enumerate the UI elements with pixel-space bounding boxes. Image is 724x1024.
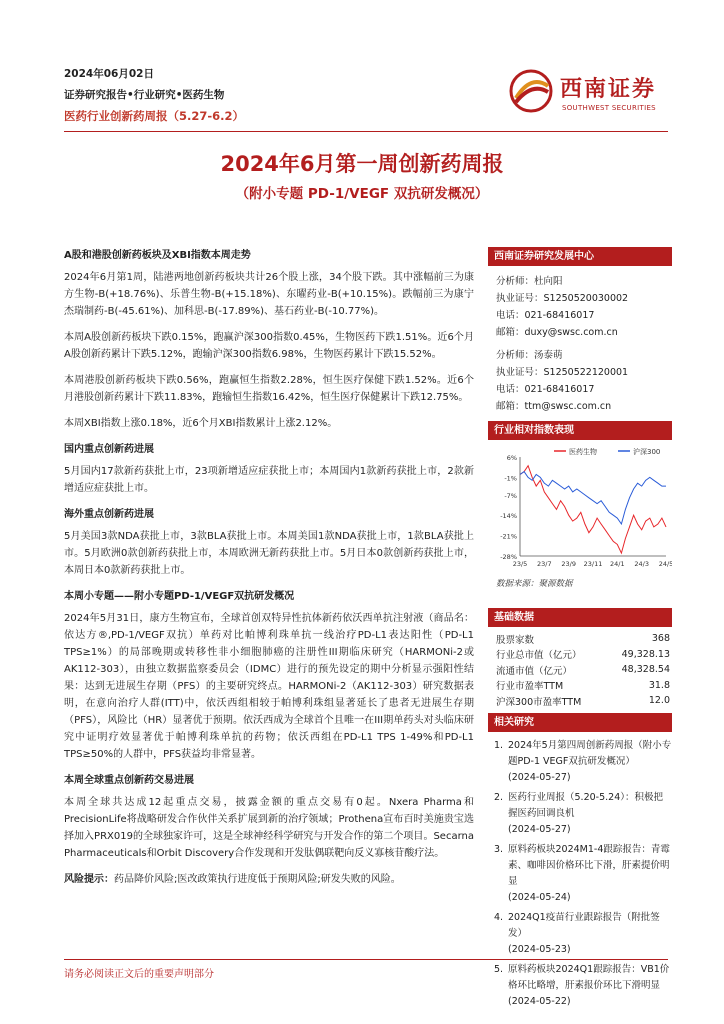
- logo-cn-text: 西南证券: [560, 76, 657, 102]
- paragraph: 本周全球共达成12起重点交易，披露金额的重点交易有0起。Nxera Pharma和PrecisionLife将战略研发合作伙伴关系扩展到新的治疗领域；Prothena宣布百时美施贵宝选择加入PRX019的全球独家许可，这是全球神经科学研究与开发合作的第二个项目。Secarna Pharmaceuticals和Orbit Discovery合作发现和开发肽偶联靶向反义寡核苷酸疗法。: [64, 797, 474, 859]
- y-tick-label: 6%: [506, 454, 517, 462]
- x-tick-label: 24/3: [634, 560, 649, 568]
- basic-data-label: 股票家数: [496, 634, 535, 646]
- paragraph: 5月国内17款新药获批上市，23项新增适应症获批上市；本周国内1款新药获批上市，2款新增适应症获批上市。: [64, 466, 474, 494]
- report-name: 医药行业创新药周报（5.27-6.2）: [64, 109, 245, 123]
- section-heading: A股和港股创新药板块及XBI指数本周走势: [64, 250, 251, 261]
- risk-text: 药品降价风险;医改政策执行进度低于预期风险;研发失败的风险。: [114, 874, 401, 885]
- table-row: [488, 662, 672, 678]
- index-panel: [488, 421, 672, 440]
- basic-data-label: 流通市值（亿元）: [496, 665, 573, 677]
- related-title: 医药行业周报（5.20-5.24）：积极把握医药回调良机 (2024-05-27): [508, 790, 672, 838]
- x-tick-label: 23/5: [512, 560, 528, 568]
- research-center-heading: 西南证券研究发展中心: [488, 247, 672, 266]
- x-tick-label: 23/9: [561, 560, 576, 568]
- paragraph: 本周港股创新药板块下跌0.56%，跑赢恒生指数2.28%，恒生医疗保健下跌1.52%。近6个月港股创新药累计下跌11.83%，跑输恒生指数16.42%，恒生医疗保健累计下跌12.75%。: [64, 375, 474, 403]
- basic-data-value: 12.0: [648, 695, 670, 707]
- related-title: 原料药板块2024Q1跟踪报告：VB1价格环比略增，肝素报价环比下滑明显 (2024-05-22): [508, 962, 672, 1010]
- related-number: 3.: [494, 844, 504, 855]
- table-row: [488, 678, 672, 694]
- related-date: (2024-05-23): [508, 944, 571, 955]
- basic-data-value: 49,328.13: [621, 648, 670, 660]
- table-row: [488, 631, 672, 647]
- related-date: (2024-05-22): [508, 996, 571, 1007]
- y-tick-label: -1%: [504, 474, 517, 483]
- paragraph: 2024年6月第1周，陆港两地创新药板块共计26个股上涨，34个股下跌。其中涨幅前三为康方生物-B(+18.76%)、乐普生物-B(+15.18%)、东曜药业-B(+10.15%)。跌幅前三为康宁杰瑞制药-B(-45.61%)、加科思-B(-17.89%)、基石药业-B(-10.77%)。: [64, 272, 474, 317]
- series-line: [520, 466, 666, 553]
- table-row: [488, 647, 672, 663]
- x-tick-label: 23/11: [583, 560, 603, 568]
- related-research-panel: [488, 713, 672, 1014]
- section-heading: 海外重点创新药进展: [64, 509, 154, 520]
- analyst-card: [488, 341, 672, 415]
- logo-en-text: SOUTHWEST SECURITIES: [562, 104, 656, 112]
- logo-mark-icon: [508, 68, 554, 114]
- analyst-email[interactable]: 邮箱：ttm@swsc.com.cn: [496, 401, 612, 412]
- y-tick-label: -21%: [500, 532, 517, 541]
- table-row: [488, 693, 672, 709]
- paragraph: 2024年5月31日，康方生物宣布，全球首创双特异性抗体新药依沃西单抗注射液（商品名：依达方®,PD-1/VEGF双抗）单药对比帕博利珠单抗一线治疗PD-L1表达阳性（PD-L1 TPS≥1%）的局部晚期或转移性非小细胞肺癌的注册性III期临床研究（HARMONi-2或AK112-303），由独立数据监察委员会（IDMC）进行的预先设定的期中分析显示强阳性结果：达到无进展生存期（PFS）的主要研究终点。HARMONi-2（AK112-303）研究数据表明，在意向治疗人群(ITT)中，依沃西组相较于帕博利珠组显著延长了患者无进展生存期（PFS），风险比（HR）显著优于预期。依沃西成为全球首个且唯一在III期单药头对头临床研究中证明疗效显著优于帕博利珠单抗的药物；依沃西组在PD-L1 TPS 1-49%和PD-L1 TPS≥50%的人群中，PFS获益均非常显著。: [64, 613, 474, 760]
- report-date: 2024年06月02日: [64, 68, 154, 80]
- analyst-name: 分析师：汤泰萌: [496, 350, 563, 361]
- y-tick-label: -28%: [500, 553, 517, 561]
- analyst-name: 分析师：杜向阳: [496, 276, 563, 287]
- related-number: 4.: [494, 912, 504, 923]
- related-number: 5.: [494, 964, 504, 975]
- main-content: [64, 247, 474, 888]
- related-number: 2.: [494, 792, 504, 803]
- basic-data-value: 48,328.54: [621, 664, 670, 676]
- list-item[interactable]: [494, 962, 672, 1010]
- analyst-phone: 电话：021-68416017: [496, 310, 595, 321]
- company-logo: [508, 66, 708, 122]
- list-item[interactable]: [494, 910, 672, 958]
- related-research-list: [488, 732, 672, 1010]
- list-item[interactable]: [494, 738, 672, 786]
- y-tick-label: -14%: [500, 512, 517, 521]
- y-tick-label: -7%: [504, 491, 517, 500]
- paragraph: 本周A股创新药板块下跌0.15%，跑赢沪深300指数0.45%，生物医药下跌1.51%。近6个月A股创新药累计下跌5.12%，跑输沪深300指数6.98%，生物医药累计下跌15.52%。: [64, 332, 474, 360]
- related-date: (2024-05-27): [508, 772, 571, 783]
- legend-label: 医药生物: [569, 448, 597, 456]
- section-heading: 本周小专题——附小专题PD-1/VEGF双抗研发概况: [64, 591, 295, 602]
- section-heading: 本周全球重点创新药交易进展: [64, 775, 194, 786]
- page-title: 2024年6月第一周创新药周报: [220, 152, 504, 176]
- index-heading: 行业相对指数表现: [488, 421, 672, 440]
- basic-data-heading: 基础数据: [488, 608, 672, 627]
- x-tick-label: 24/1: [610, 560, 625, 568]
- paragraph: 5月美国3款NDA获批上市，3款BLA获批上市。本周美国1款NDA获批上市，1款BLA获批上市。5月欧洲0款创新药获批上市，本周欧洲无新药获批上市。5月日本0款创新药获批上市，本周日本0款新药获批上市。: [64, 531, 474, 576]
- paragraph: 本周XBI指数上涨0.18%，近6个月XBI指数累计上涨2.12%。: [64, 418, 338, 429]
- analyst-email[interactable]: 邮箱：duxy@swsc.com.cn: [496, 327, 618, 338]
- footer-disclaimer[interactable]: 请务必阅读正文后的重要声明部分: [64, 969, 214, 980]
- header-divider: [64, 131, 668, 132]
- basic-data-label: 行业总市值（亿元）: [496, 650, 582, 662]
- section-heading: 国内重点创新药进展: [64, 444, 154, 455]
- related-date: (2024-05-24): [508, 892, 571, 903]
- basic-data-value: 368: [651, 633, 670, 645]
- related-title: 2024年5月第四周创新药周报（附小专题PD-1 VEGF双抗研发概况） (2024-05-27): [508, 738, 672, 786]
- list-item[interactable]: [494, 790, 672, 838]
- legend-label: 沪深300: [633, 448, 661, 456]
- index-chart: [488, 443, 672, 593]
- footer-divider: [64, 959, 668, 960]
- chart-source: 数据来源：聚源数据: [496, 579, 573, 589]
- basic-data-panel: [488, 608, 672, 709]
- list-item[interactable]: [494, 842, 672, 906]
- analyst-cert: 执业证号：S1250520030002: [496, 293, 629, 304]
- analyst-panel: [488, 247, 672, 415]
- index-chart-svg: [488, 443, 672, 577]
- related-date: (2024-05-27): [508, 824, 571, 835]
- risk-notice: [64, 871, 474, 888]
- analyst-card: [488, 266, 672, 341]
- basic-data-label: 行业市盈率TTM: [496, 681, 564, 693]
- series-line: [520, 472, 666, 524]
- x-tick-label: 24/5: [658, 560, 672, 568]
- related-research-heading: 相关研究: [488, 713, 672, 732]
- page-subtitle: （附小专题 PD-1/VEGF 双抗研发概况）: [235, 186, 489, 202]
- related-title: 2024Q1疫苗行业跟踪报告（附批签发） (2024-05-23): [508, 910, 672, 958]
- basic-data-value: 31.8: [648, 679, 670, 691]
- basic-data-label: 沪深300市盈率TTM: [496, 696, 582, 708]
- report-category: 证券研究报告•行业研究•医药生物: [64, 89, 225, 101]
- report-header: [64, 66, 244, 124]
- analyst-cert: 执业证号：S1250522120001: [496, 367, 629, 378]
- basic-data-table: [488, 631, 672, 709]
- related-number: 1.: [494, 740, 504, 751]
- related-title: 原料药板块2024M1-4跟踪报告：青霉素、咖啡因价格环比下滑，肝素提价明显 (2024-05-24): [508, 842, 672, 906]
- analyst-phone: 电话：021-68416017: [496, 384, 595, 395]
- x-tick-label: 23/7: [537, 560, 552, 568]
- risk-label: 风险提示：: [64, 874, 114, 885]
